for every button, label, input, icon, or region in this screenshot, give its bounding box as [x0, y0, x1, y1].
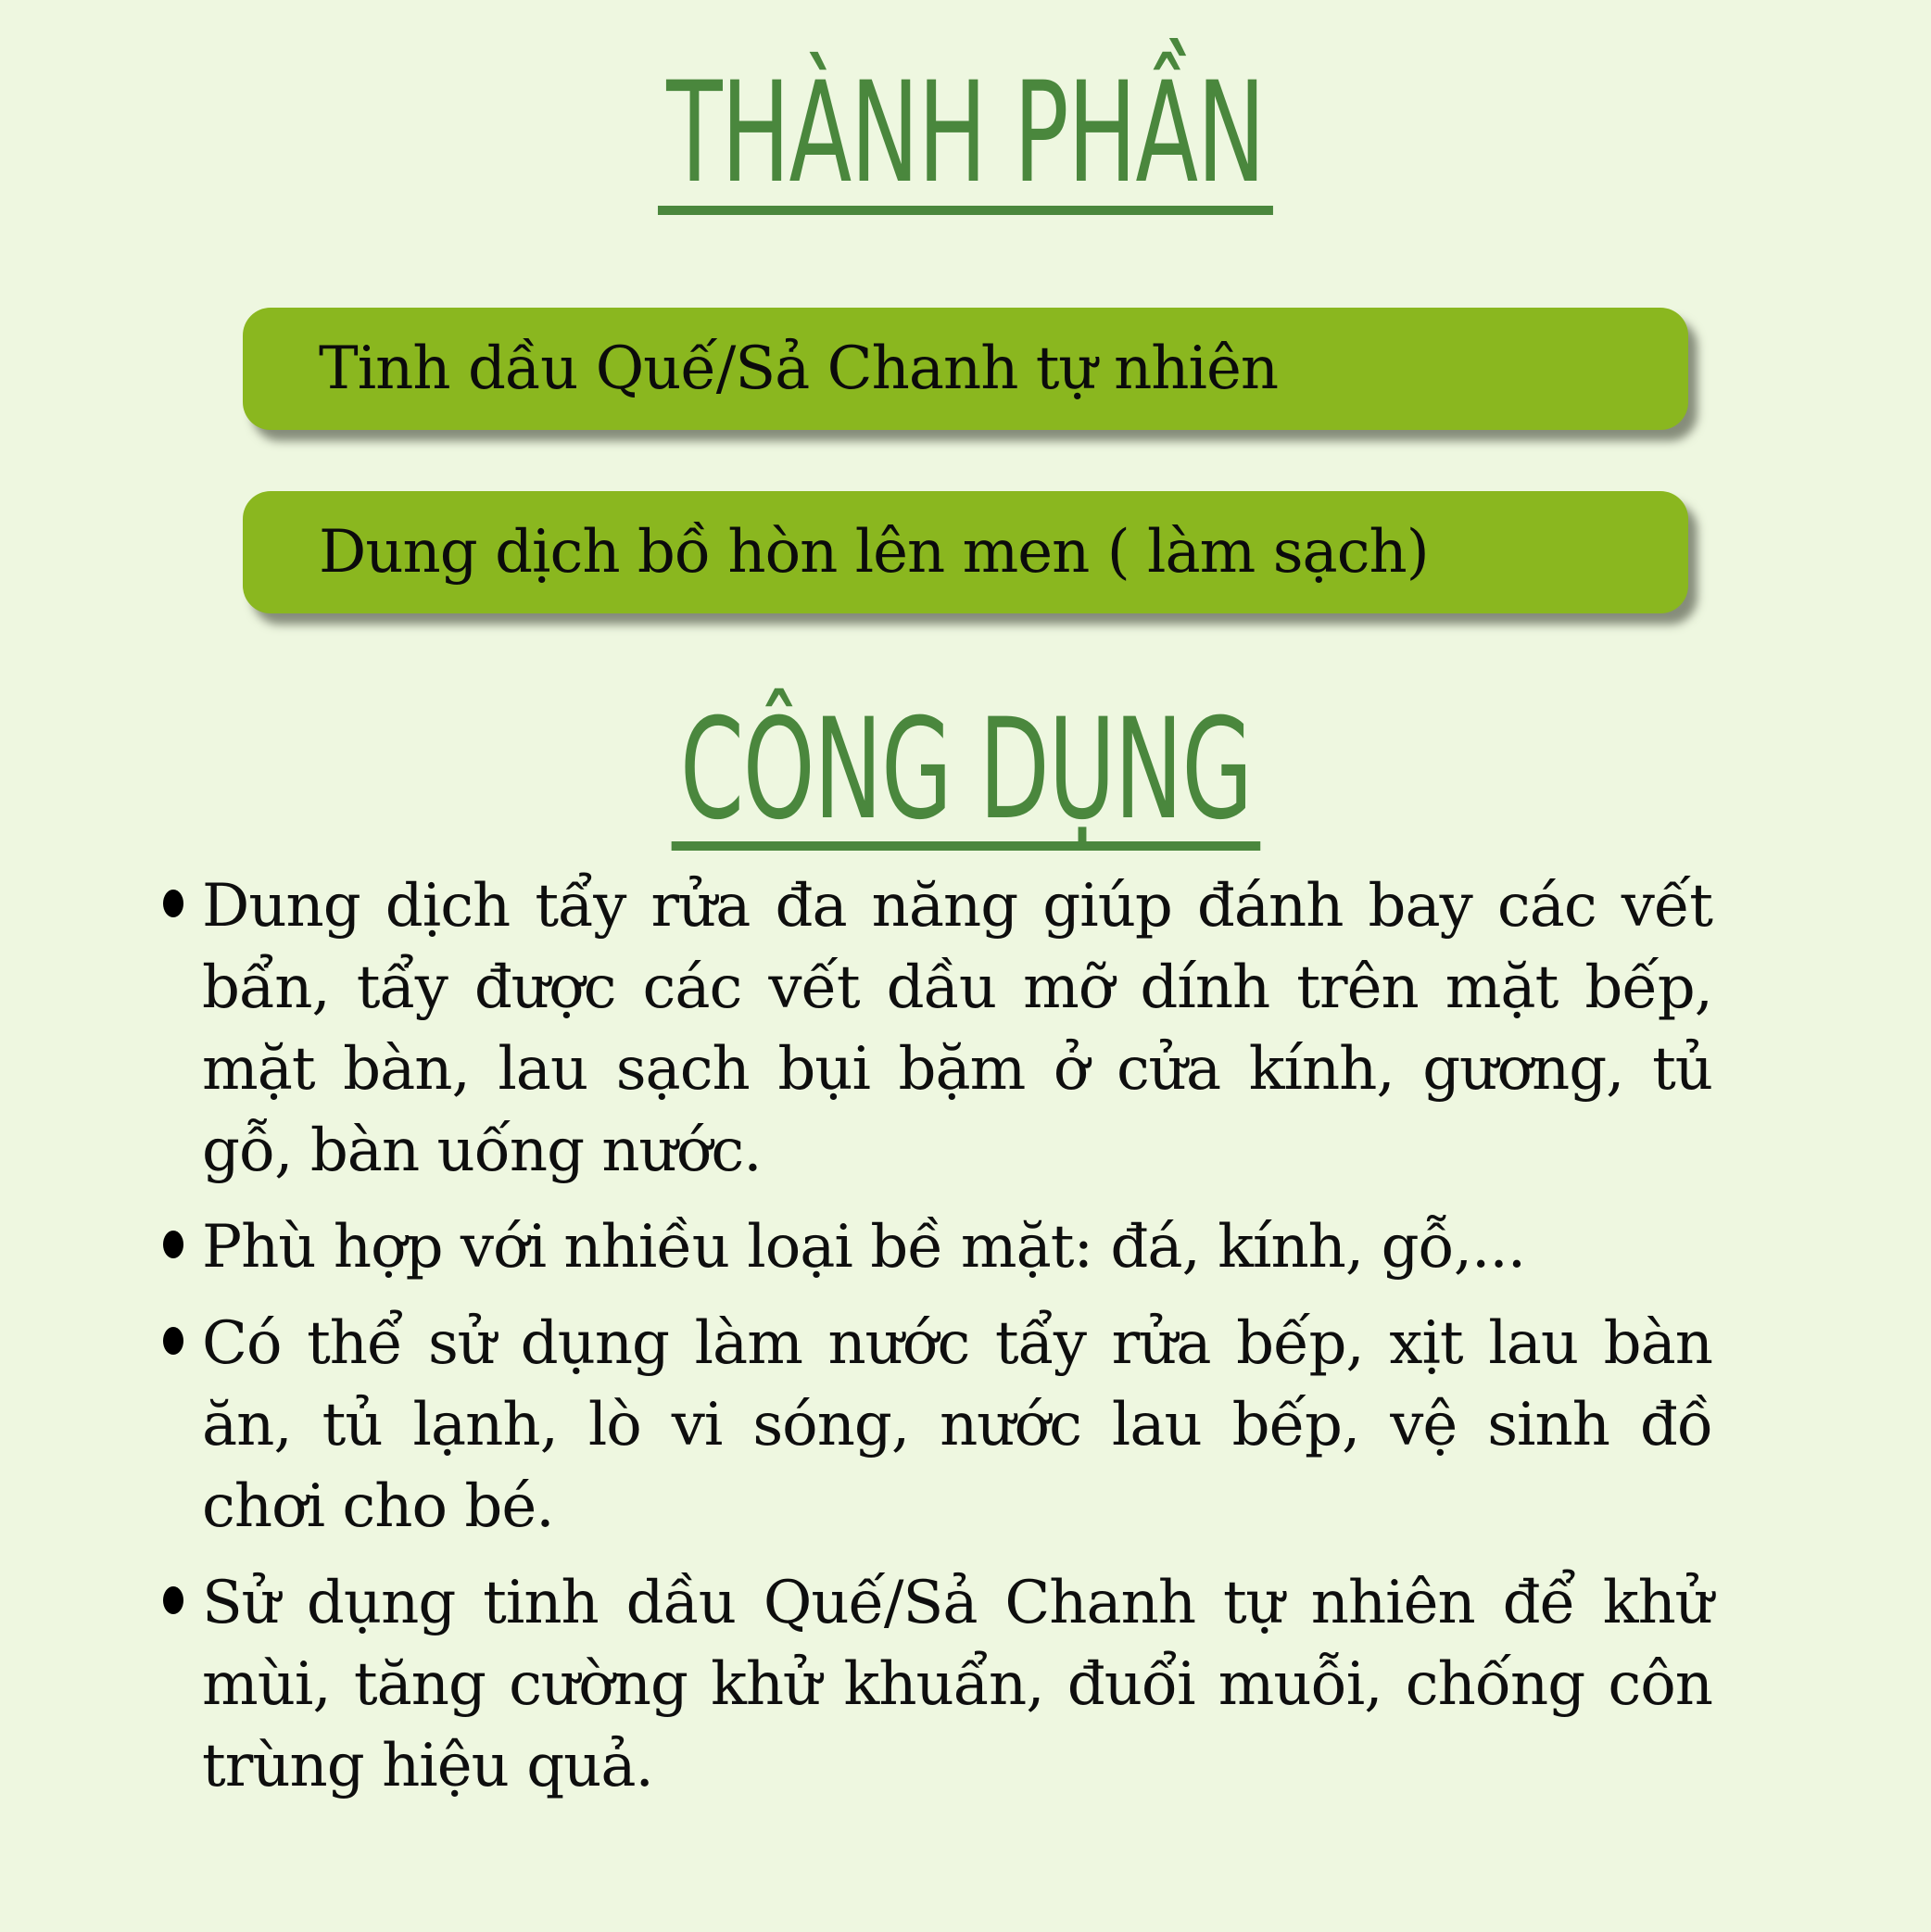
- ingredient-banner-2: [243, 491, 1688, 613]
- bullet-dot-icon: [163, 1327, 183, 1355]
- uses-list: [150, 865, 1712, 1807]
- list-item: [150, 1206, 1712, 1288]
- use-text: Sử dụng tinh dầu Quế/Sả Chanh tự nhiên để khử mùi, tăng cường khử khuẩn, đuổi muỗi, chống côn trùng hiệu quả.: [202, 1569, 1712, 1800]
- list-item: [150, 1303, 1712, 1547]
- uses-title: CÔNG DỤNG: [671, 688, 1259, 852]
- bullet-dot-icon: [163, 1231, 183, 1258]
- use-text: Có thể sử dụng làm nước tẩy rửa bếp, xịt lau bàn ăn, tủ lạnh, lò vi sóng, nước lau bếp, vệ sinh đồ chơi cho bé.: [202, 1309, 1712, 1541]
- ingredients-title: THÀNH PHẦN: [658, 51, 1273, 215]
- ingredients-section-header: [0, 51, 1931, 215]
- list-item: [150, 865, 1712, 1192]
- ingredient-banner-1: [243, 308, 1688, 430]
- bullet-dot-icon: [163, 1586, 183, 1614]
- ingredient-2-label: Dung dịch bồ hòn lên men ( làm sạch): [319, 517, 1429, 587]
- use-text: Phù hợp với nhiều loại bề mặt: đá, kính, gỗ,...: [202, 1213, 1526, 1282]
- bullet-dot-icon: [163, 890, 183, 917]
- uses-section-header: [0, 688, 1931, 852]
- ingredient-1-label: Tinh dầu Quế/Sả Chanh tự nhiên: [319, 334, 1279, 403]
- list-item: [150, 1562, 1712, 1807]
- use-text: Dung dịch tẩy rửa đa năng giúp đánh bay các vết bẩn, tẩy được các vết dầu mỡ dính trên mặt bếp, mặt bàn, lau sạch bụi bặm ở cửa kính, gương, tủ gỗ, bàn uống nước.: [202, 872, 1712, 1185]
